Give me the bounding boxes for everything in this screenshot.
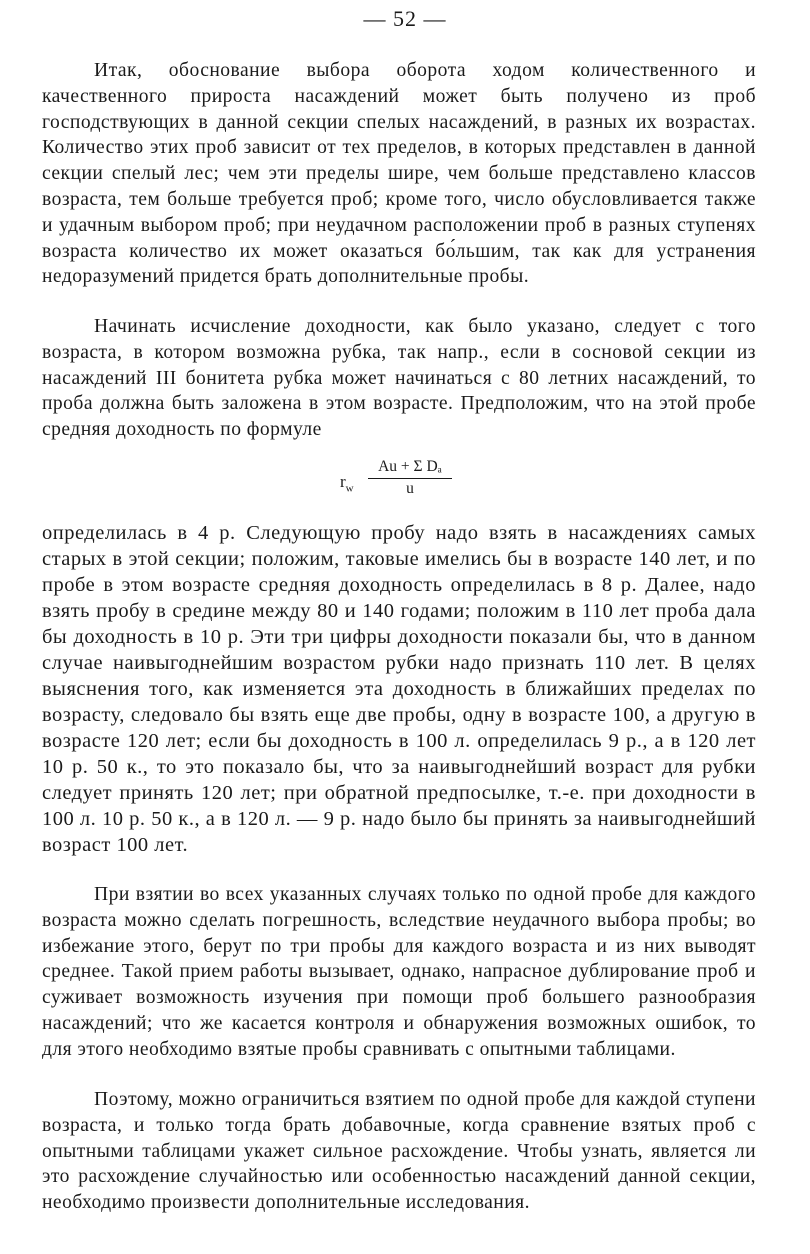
paragraph-4 [42, 882, 756, 1063]
formula-numerator: Au + Σ Dₐ [368, 458, 452, 479]
paragraph-5-text: Поэтому, можно ограничиться взятием по одной пробе для каждой ступени возраста, и только тогда брать добавочные, когда сравнение взятых проб с опытными таблицами укажет сильное расхождение. Чтобы узнать, является ли это расхождение случайностью или особенностью насаждений данной секции, необходимо произвести дополнительные исследования. [42, 1089, 756, 1214]
formula-lhs [340, 472, 354, 494]
paragraph-4-text: При взятии во всех указанных случаях только по одной пробе для каждого возраста можно сделать погрешность, вследствие неудачного выбора пробы; во избежание этого, берут по три пробы для каждого возраста и из них выводят среднее. Такой прием работы вызывает, однако, напрасное дублирование проб и суживает возможность изучения при помощи проб большего разнообразия насаждений; что же касается контроля и обнаружения возможных ошибок, то для этого необходимо взятые пробы сравнивать с опытными таблицами. [42, 884, 756, 1060]
page-number: — 52 — [363, 6, 447, 31]
paragraph-1-text: Итак, обоснование выбора оборота ходом количественного и качественного прироста насаждений может быть получено из проб господствующих в данной секции спелых насаждений, в разных их возрастах. Количество этих проб зависит от тех пределов, в которых представлен в данной секции спелый лес; чем эти пределы шире, чем больше представлено классов возраста, тем больше требуется проб; кроме того, число обусловливается также и удачным выбором проб; при неудачном расположении проб в разных ступенях возраста количество их может оказаться бо́льшим, так как для устранения недоразумений придется брать дополнительные пробы. [42, 60, 756, 288]
paragraph-1 [42, 58, 756, 290]
formula-lhs-subscript: w [345, 482, 354, 495]
paragraph-5 [42, 1087, 756, 1216]
formula-denominator: u [406, 480, 414, 497]
paragraph-3-text: определилась в 4 р. Следующую пробу надо взять в насаждениях самых старых в этой секции; положим, таковые имелись бы в возрасте 140 лет, и по пробе в этом возрасте средняя доходность определилась в 8 р. Далее, надо взять пробу в средине между 80 и 140 годами; положим в 110 лет проба дала бы доходность в 10 р. Эти три цифры доходности показали бы, что в данном случае наивыгоднейшим возрастом рубки надо признать 110 лет. В целях выяснения того, как изменяется эта доходность в ближайших пределах по возрасту, следовало бы взять еще две пробы, одну в возрасте 100, а другую в возрасте 120 лет; если бы доходность в 100 л. определилась 9 р., а в 120 лет 10 р. 50 к., то это показало бы, что за наивыгоднейший возраст для рубки следует принять 120 лет; при обратной предпосылке, т.-е. при доходности в 100 л. 10 р. 50 к., а в 120 л. — 9 р. надо было бы принять за наивыгоднейший возраст 100 лет. [42, 522, 756, 856]
paragraph-3 [42, 520, 756, 858]
paragraph-2-text: Начинать исчисление доходности, как было указано, следует с того возраста, в котором возможна рубка, так напр., если в сосновой секции из насаждений III бонитета рубка может начинаться с 80 летних насаждений, то проба должна быть заложена в этом возрасте. Предположим, что на этой пробе средняя доходность по формуле [42, 316, 756, 441]
paragraph-2 [42, 314, 756, 443]
formula-fraction [368, 458, 452, 499]
formula-lhs-symbol: r [340, 472, 346, 491]
